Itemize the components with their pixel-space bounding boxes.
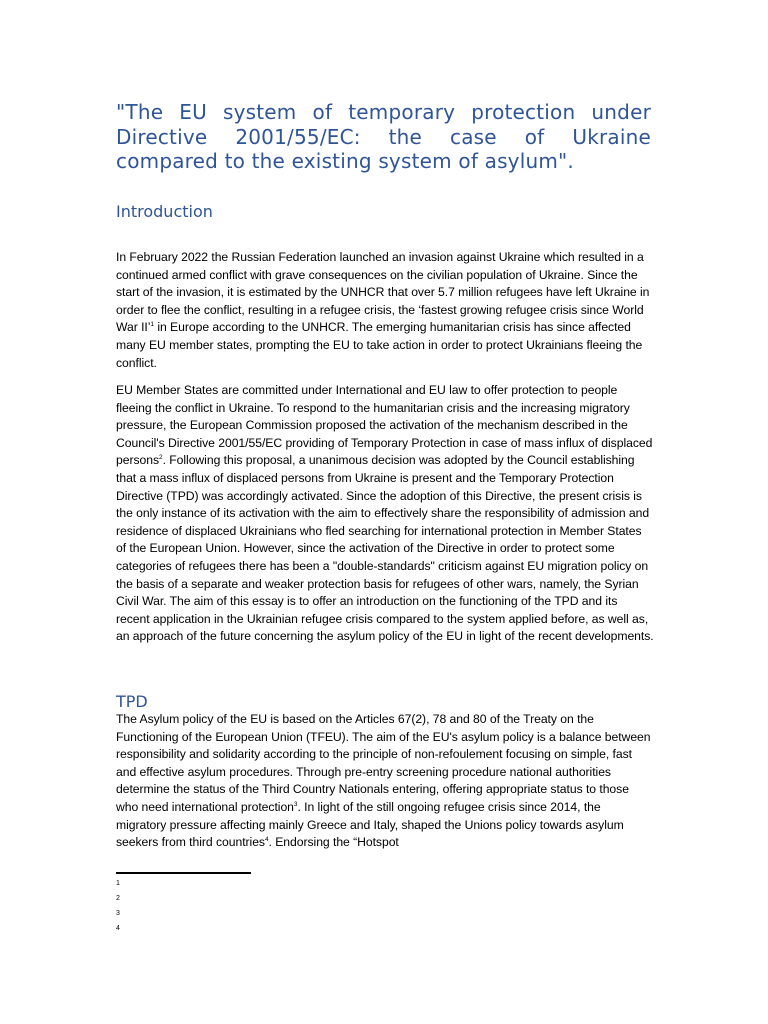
paragraph-text: in Europe according to the UNHCR. The emerging humanitarian crisis has since affected many EU member states, prompting the EU to take action in order to protect Ukrainians fleeing the conflict.: [116, 320, 643, 370]
paragraph-tpd-1: [116, 711, 654, 852]
document-page: [116, 100, 654, 850]
section-heading-tpd: TPD: [116, 692, 148, 711]
document-title: "The EU system of temporary protection under Directive 2001/55/EC: the case of Ukraine compared to the existing system of asylum".: [116, 100, 651, 173]
footnote-reference-4[interactable]: 4: [264, 836, 269, 844]
paragraph-text: In February 2022 the Russian Federation launched an invasion against Ukraine which resulted in a continued armed conflict with grave consequences on the civilian population of Ukraine. Since the start of the invasion, it is estimated by the UNHCR that over 5.7 million refugees have left Ukraine in order to flee the conflict, resulting in a refugee crisis, the ‘fastest growing refugee crisis since World War II’: [116, 250, 650, 335]
footnote-1: 1: [116, 880, 120, 887]
paragraph-introduction-2: [116, 382, 654, 646]
section-heading-introduction: Introduction: [116, 202, 213, 221]
paragraph-text: . Following this proposal, a unanimous decision was adopted by the Council establishing that a mass influx of displaced persons from Ukraine is present and the Temporary Protection Directive (TPD) was accordingly activated. Since the adoption of this Directive, the present crisis is the only instance of its activation with the aim to effectively share the responsibility of admission and residence of displaced Ukrainians who fled searching for international protection in Member States of the European Union. However, since the activation of the Directive in order to protect some categories of refugees there has been a "double-standards" criticism against EU migration policy on the basis of a separate and weaker protection basis for refugees of other wars, namely, the Syrian Civil War. The aim of this essay is to offer an introduction on the functioning of the TPD and its recent application in the Ukrainian refugee crisis compared to the system applied before, as well as, an approach of the future concerning the asylum policy of the EU in light of the recent developments.: [116, 453, 654, 644]
paragraph-introduction-1: [116, 249, 654, 372]
footnote-separator: [116, 872, 251, 874]
footnote-2: 2: [116, 895, 120, 902]
footnote-reference-1[interactable]: 1: [150, 321, 154, 329]
paragraph-text: . In light of the still ongoing refugee crisis since 2014, the migratory pressure affecting mainly Greece and Italy, shaped the Unions policy towards asylum seekers from third countries: [116, 799, 624, 850]
footnotes-list: [116, 876, 120, 936]
paragraph-text: EU Member States are committed under International and EU law to offer protection to people fleeing the conflict in Ukraine. To respond to the humanitarian crisis and the increasing migratory pressure, the European Commission proposed the activation of the mechanism described in the Council's Directive 2001/55/EC providing of Temporary Protection in case of mass influx of displaced persons: [116, 383, 653, 468]
footnote-4: 4: [116, 925, 120, 932]
footnote-reference-2[interactable]: 2: [159, 454, 163, 462]
paragraph-text: . Endorsing the “Hotspot: [268, 835, 399, 850]
footnote-3: 3: [116, 910, 120, 917]
paragraph-text: The Asylum policy of the EU is based on the Articles 67(2), 78 and 80 of the Treaty on the Functioning of the European Union (TFEU). The aim of the EU's asylum policy is a balance between responsibility and solidarity according to the principle of non-refoulement focusing on simple, fast and effective asylum procedures. Through pre-entry screening procedure national authorities determine the status of the Third Country Nationals entering, offering appropriate status to those who need international protection: [116, 712, 651, 814]
footnote-reference-3[interactable]: 3: [293, 800, 298, 808]
